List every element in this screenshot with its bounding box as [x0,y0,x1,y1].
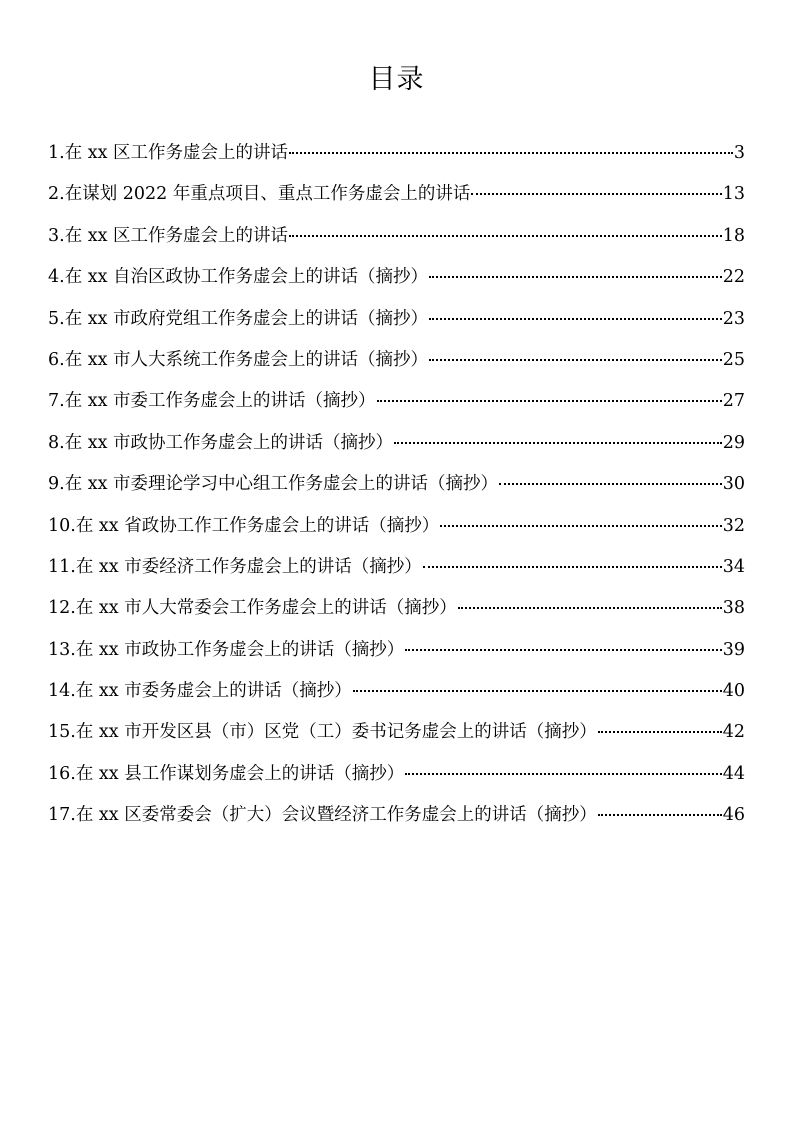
toc-leader-dots [598,731,722,733]
toc-entry-page: 23 [722,308,745,329]
toc-leader-dots [353,690,722,692]
toc-entry[interactable] [48,263,745,304]
toc-leader-dots [394,442,722,444]
toc-leader-dots [471,193,721,195]
page-title: 目录 [368,64,425,95]
toc-entry-title: 5.在 xx 市政府党组工作务虚会上的讲话（摘抄） [48,308,429,329]
toc-leader-dots [429,318,722,320]
toc-entry-title: 12.在 xx 市人大常委会工作务虚会上的讲话（摘抄） [48,598,457,619]
toc-leader-dots [423,566,722,568]
toc-entry[interactable] [48,553,745,594]
toc-entry-page: 34 [722,556,745,577]
toc-entry-page: 29 [722,432,745,453]
toc-leader-dots [440,525,722,527]
toc-leader-dots [289,152,733,154]
toc-entry[interactable] [48,512,745,553]
toc-entry-title: 6.在 xx 市人大系统工作务虚会上的讲话（摘抄） [48,349,429,370]
toc-leader-dots [458,607,722,609]
toc-entry-page: 42 [722,722,745,743]
toc-entry-title: 17.在 xx 区委常委会（扩大）会议暨经济工作务虚会上的讲话（摘抄） [48,805,597,826]
toc-entry-page: 40 [722,681,745,702]
toc-entry-title: 8.在 xx 市政协工作务虚会上的讲话（摘抄） [48,432,394,453]
toc-entry[interactable] [48,139,745,180]
toc-leader-dots [405,773,722,775]
toc-entry-title: 3.在 xx 区工作务虚会上的讲话 [48,225,289,246]
toc-entry-page: 18 [722,225,745,246]
toc-leader-dots [405,649,722,651]
toc-entry-title: 16.在 xx 县工作谋划务虚会上的讲话（摘抄） [48,763,405,784]
toc-entry-title: 13.在 xx 市政协工作务虚会上的讲话（摘抄） [48,639,405,660]
toc-entry-title: 4.在 xx 自治区政协工作务虚会上的讲话（摘抄） [48,267,429,288]
toc-entry-page: 25 [722,349,745,370]
toc-leader-dots [598,814,722,816]
toc-entry-page: 44 [722,763,745,784]
toc-entry[interactable] [48,470,745,511]
toc-entry-page: 27 [722,391,745,412]
toc-entry[interactable] [48,387,745,428]
toc-entry[interactable] [48,305,745,346]
toc-entry-page: 30 [722,474,745,495]
toc-leader-dots [429,359,722,361]
toc-entry[interactable] [48,801,745,842]
toc-entry[interactable] [48,594,745,635]
toc-entry[interactable] [48,429,745,470]
toc-entry-page: 32 [722,515,745,536]
table-of-contents [48,139,745,843]
toc-entry-title: 1.在 xx 区工作务虚会上的讲话 [48,143,289,163]
toc-entry[interactable] [48,636,745,677]
toc-entry[interactable] [48,677,745,718]
toc-entry-page: 3 [733,143,745,163]
toc-entry-title: 2.在谋划 2022 年重点项目、重点工作务虚会上的讲话 [48,184,471,205]
toc-entry-title: 14.在 xx 市委务虚会上的讲话（摘抄） [48,681,352,702]
toc-leader-dots [289,235,722,237]
toc-entry-title: 15.在 xx 市开发区县（市）区党（工）委书记务虚会上的讲话（摘抄） [48,722,597,743]
toc-entry-title: 9.在 xx 市委理论学习中心组工作务虚会上的讲话（摘抄） [48,474,499,495]
toc-entry-page: 39 [722,639,745,660]
toc-entry[interactable] [48,222,745,263]
toc-entry[interactable] [48,346,745,387]
toc-entry[interactable] [48,718,745,759]
toc-entry-page: 46 [722,805,745,826]
toc-entry-page: 38 [722,598,745,619]
toc-entry-title: 10.在 xx 省政协工作工作务虚会上的讲话（摘抄） [48,515,440,536]
toc-entry-title: 11.在 xx 市委经济工作务虚会上的讲话（摘抄） [48,556,422,577]
toc-entry-title: 7.在 xx 市委工作务虚会上的讲话（摘抄） [48,391,376,412]
toc-entry-page: 22 [722,267,745,288]
toc-leader-dots [377,400,722,402]
toc-entry-page: 13 [722,184,745,205]
toc-entry[interactable] [48,760,745,801]
toc-entry[interactable] [48,180,745,221]
toc-leader-dots [499,483,722,485]
toc-leader-dots [429,276,722,278]
